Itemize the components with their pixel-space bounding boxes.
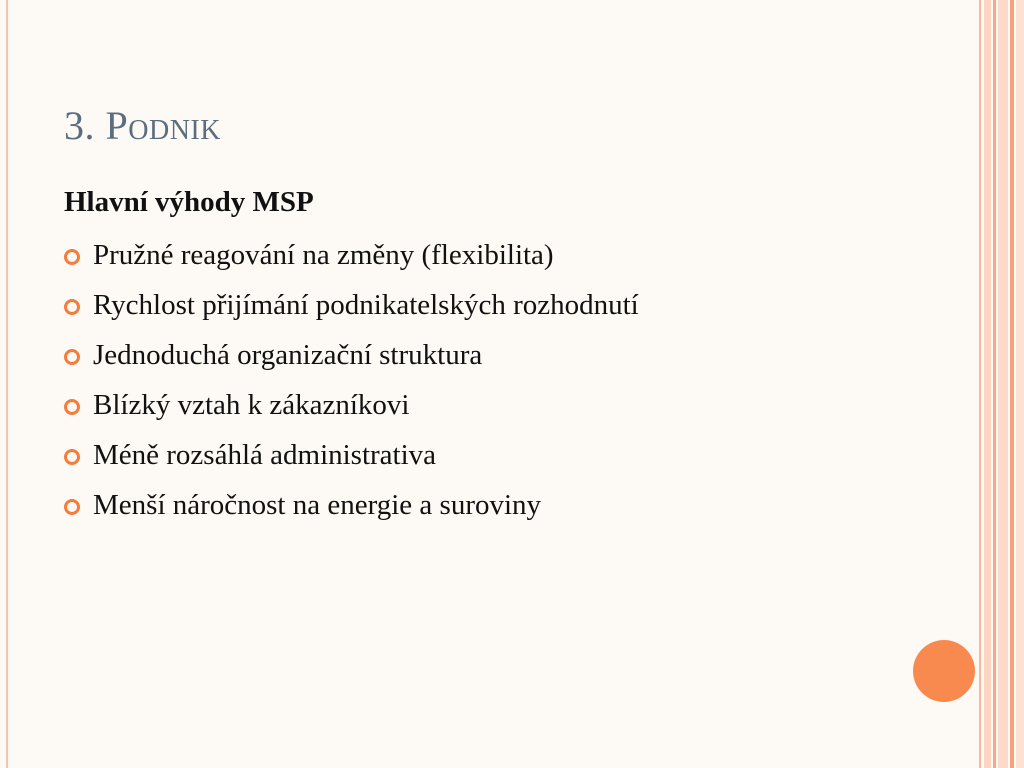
slide-title: 3. Podnik bbox=[64, 103, 221, 148]
list-item bbox=[64, 236, 639, 286]
bullet-circle-icon bbox=[64, 449, 80, 465]
list-item bbox=[64, 286, 639, 336]
bullet-text: Jednoduchá organizační struktura bbox=[93, 339, 483, 371]
bullet-text: Menší náročnost na energie a suroviny bbox=[93, 489, 542, 521]
bullet-text: Pružné reagování na změny (flexibilita) bbox=[93, 239, 554, 271]
list-item bbox=[64, 486, 639, 536]
decor-stripe bbox=[1016, 0, 1024, 768]
left-frame-line bbox=[6, 0, 8, 768]
bullet-list bbox=[64, 236, 639, 536]
list-item bbox=[64, 386, 639, 436]
list-item bbox=[64, 336, 639, 386]
slide-subtitle: Hlavní výhody MSP bbox=[64, 186, 314, 218]
bullet-text: Rychlost přijímání podnikatelských rozhodnutí bbox=[93, 289, 639, 321]
decor-stripe bbox=[998, 0, 1008, 768]
decor-stripe bbox=[1010, 0, 1014, 768]
decor-stripe bbox=[984, 0, 991, 768]
bullet-circle-icon bbox=[64, 299, 80, 315]
bullet-circle-icon bbox=[64, 399, 80, 415]
bullet-circle-icon bbox=[64, 249, 80, 265]
bullet-text: Blízký vztah k zákazníkovi bbox=[93, 389, 410, 421]
bullet-circle-icon bbox=[64, 499, 80, 515]
decor-stripe bbox=[993, 0, 996, 768]
bullet-circle-icon bbox=[64, 349, 80, 365]
decor-circle bbox=[913, 640, 975, 702]
list-item bbox=[64, 436, 639, 486]
decor-stripe bbox=[979, 0, 981, 768]
bullet-text: Méně rozsáhlá administrativa bbox=[93, 439, 437, 471]
